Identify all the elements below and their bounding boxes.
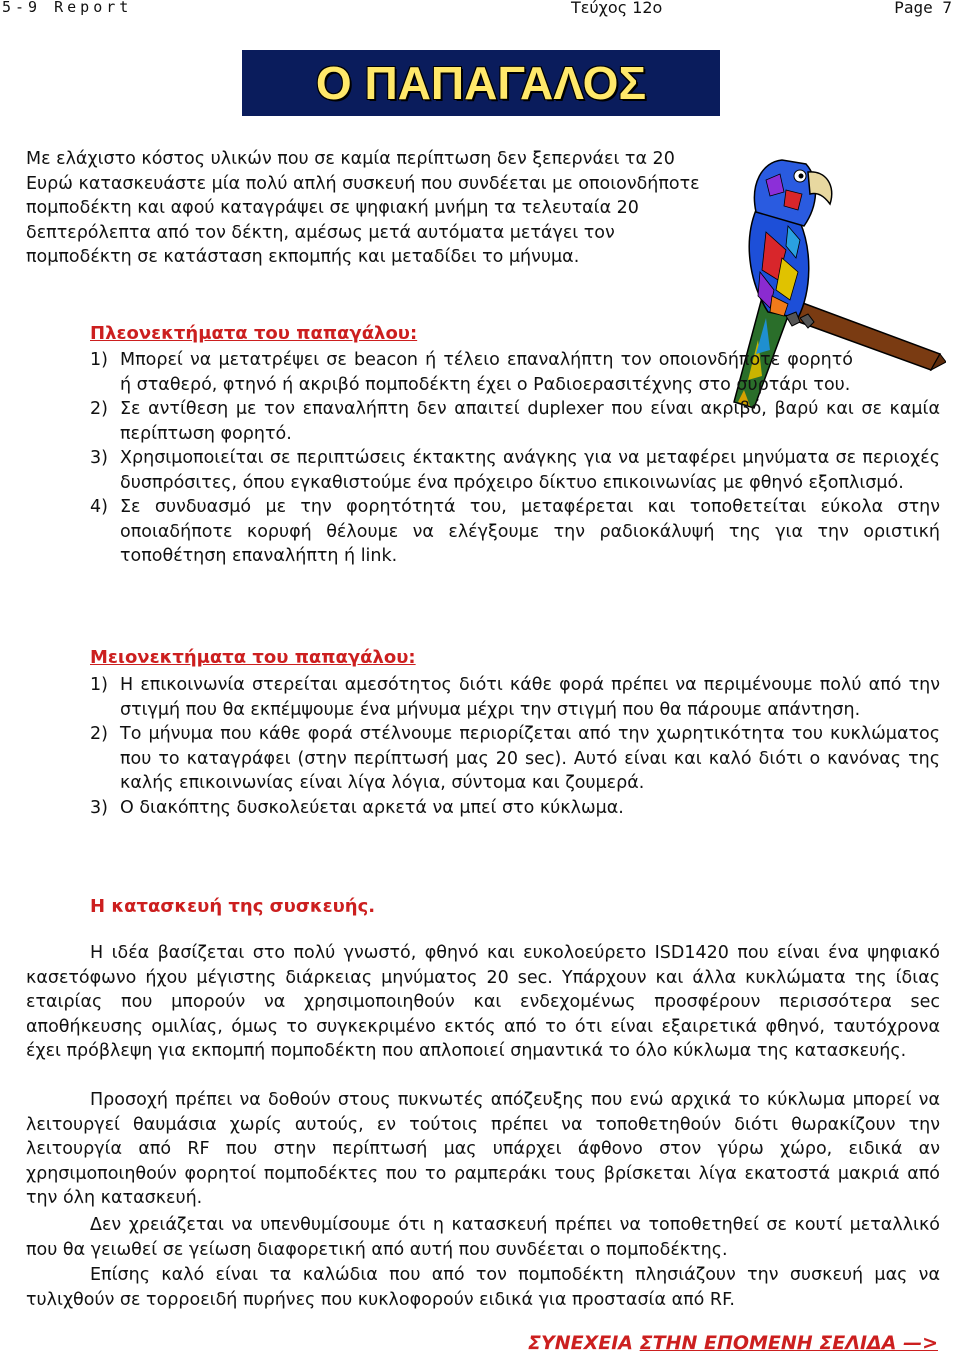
header-page-number: Page 7 bbox=[894, 0, 952, 17]
list-item bbox=[90, 397, 940, 446]
construction-paragraph-4: Επίσης καλό είναι τα καλώδια που από τον πομποδέκτη πλησιάζουν την συσκευή μας να τυλιχθούν σε τορροειδή πυρήνες που κυκλοφορούν ειδικά για προστασία από RF. bbox=[26, 1265, 940, 1310]
continued-underlined: ΣΤΗΝ ΕΠΟΜΕΝΗ ΣΕΛΙΔΑ —> bbox=[639, 1332, 938, 1354]
list-item bbox=[90, 673, 940, 722]
list-item bbox=[90, 796, 940, 821]
list-item bbox=[90, 722, 940, 796]
item-text: Χρησιμοποιείται σε περιπτώσεις έκτακτης ανάγκης για να μεταφέρει μηνύματα σε περιοχές δυσπρόσιτες, όπου εγκαθιστούμε ένα πρόχειρο δίκτυο επικοινωνίας με φθηνό εξοπλισμό. bbox=[120, 448, 940, 493]
disadvantages-list bbox=[90, 673, 940, 820]
construction-paragraph-2: Προσοχή πρέπει να δοθούν στους πυκνωτές απόζευξης που ενώ αρχικά το κύκλωμα μπορεί να λειτουργεί θαυμάσια χωρίς αυτούς, εν τούτοις πρέπει να τοποθετηθούν διότι θωρακίζουν την λειτουργία από RF που στην περίπτωσή μας υπάρχει άφθονο στον γύρω χώρο, ειδικά αν χρησιμοποιηθούν φορητοί πομποδέκτες που το ραμπεράκι τους βρίσκεται λίγα εκατοστά μακριά από την όλη κατασκευή. bbox=[26, 1090, 940, 1208]
item-number: 2) bbox=[90, 724, 108, 744]
construction-paragraph-1: Η ιδέα βασίζεται στο πολύ γνωστό, φθηνό και ευκολοεύρετο ISD1420 που είναι ένα ψηφιακό κασετόφωνο ήχου μέγιστης διάρκειας μηνύματος 20 sec. Υπάρχουν και άλλα κυκλώματα της ίδιας εταιρίας που μπορούν να χρησιμοποιηθούν και ενδεχομένως προσφέρουν περισσότερα sec αποθήκευσης ομιλίας, όμως το συγκεκριμένο εκτός από το ότι είναι εξαιρετικά φθηνό, ταυτόχρονα έχει πρόβλεψη για εκπομπή πομποδέκτη που απλοποιεί σημαντικά το όλο κύκλωμα της κατασκευής. bbox=[26, 943, 940, 1061]
item-number: 1) bbox=[90, 350, 108, 370]
item-number: 2) bbox=[90, 399, 108, 419]
page-header bbox=[0, 0, 960, 22]
item-number: 3) bbox=[90, 448, 108, 468]
list-item bbox=[90, 348, 853, 397]
item-text: Ο διακόπτης δυσκολεύεται αρκετά να μπεί στο κύκλωμα. bbox=[120, 797, 624, 818]
header-issue: Τεύχος 12ο bbox=[571, 0, 663, 17]
item-text: Σε συνδυασμό με την φορητότητά του, μεταφέρεται και τοποθετείται εύκολα στην οποιαδήποτε κορυφή θέλουμε να ελέγξουμε την ραδιοκάλυψή της για την οριστική τοποθέτηση επαναλήπτη ή link. bbox=[120, 497, 940, 566]
page-title: Ο ΠΑΠΑΓΑΛΟΣ bbox=[315, 57, 647, 109]
list-item bbox=[90, 495, 940, 569]
construction-heading: Η κατασκευή της συσκευής. bbox=[90, 896, 376, 917]
item-text: Το μήνυμα που κάθε φορά στέλνουμε περιορίζεται από την χωρητικότητα του κυκλώματος που το καταγράφει (στην περίπτωσή μας 20 sec). Αυτό είναι και καλό διότι ο κανόνας της καλής επικοινωνίας είναι λίγα λόγια, σύντομα και ζουμερά. bbox=[120, 724, 940, 793]
advantages-heading: Πλεονεκτήματα του παπαγάλου: bbox=[90, 323, 418, 344]
item-number: 4) bbox=[90, 497, 108, 517]
item-text: Η επικοινωνία στερείται αμεσότητος διότι κάθε φορά πρέπει να περιμένουμε πολύ από την στιγμή που θα εκπέμψουμε ένα μήνυμα μέχρι την στιγμή που θα πάρουμε απάντηση. bbox=[120, 675, 940, 720]
header-publication: 5-9 Report bbox=[2, 0, 133, 16]
intro-paragraph: Με ελάχιστο κόστος υλικών που σε καμία περίπτωση δεν ξεπερνάει τα 20 Ευρώ κατασκευάστε μία πολύ απλή συσκευή που συνδέεται με οποιονδήποτε πομποδέκτη και αφού καταγράψει σε ψηφιακή μνήμη τα τελευταία 20 δεπτερόλεπτα από τον δέκτη, αμέσως μετά αυτόματα μετάγει τον πομποδέκτη σε κατάσταση εκπομπής και μεταδίδει το μήνυμα. bbox=[26, 149, 700, 267]
item-text: Σε αντίθεση με τον επαναλήπτη δεν απαιτεί duplexer που είναι ακριβό, βαρύ και σε καμία περίπτωση φορητό. bbox=[120, 399, 940, 444]
item-text: Μπορεί να μετατρέψει σε beacon ή τέλειο επαναλήπτη τον οποιονδήποτε φορητό ή σταθερό, φτηνό ή ακριβό πομποδέκτη έχει ο Ραδιοερασιτέχνης στο συρτάρι του. bbox=[120, 350, 853, 395]
disadvantages-heading: Μειονεκτήματα του παπαγάλου: bbox=[90, 647, 416, 668]
list-item bbox=[90, 446, 940, 495]
continued-next-page bbox=[528, 1332, 938, 1354]
construction-paragraph-3: Δεν χρειάζεται να υπενθυμίσουμε ότι η κατασκευή πρέπει να τοποθετηθεί σε κουτί μεταλλικό που θα γειωθεί σε γείωση διαφορετική από αυτή που συνδέεται ο πομποδέκτης. bbox=[26, 1215, 940, 1260]
item-number: 1) bbox=[90, 675, 108, 695]
item-number: 3) bbox=[90, 797, 108, 818]
advantages-list bbox=[90, 348, 940, 569]
continued-prefix: ΣΥΝΕΧΕΙΑ bbox=[527, 1332, 640, 1354]
